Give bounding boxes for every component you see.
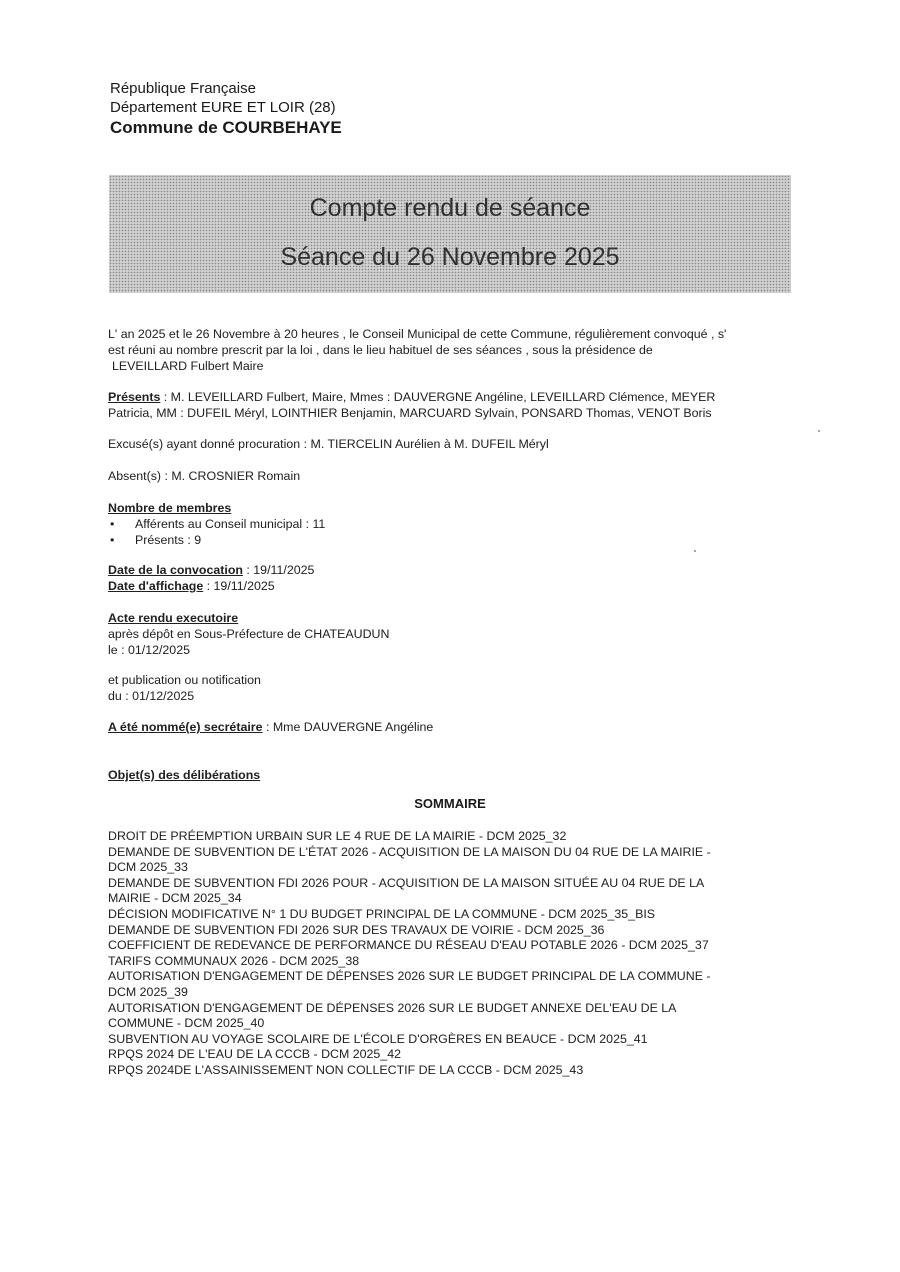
intro-line: LEVEILLARD Fulbert Maire bbox=[112, 359, 264, 373]
membres-section bbox=[108, 500, 325, 548]
acte-line: après dépôt en Sous-Préfecture de CHATEAUDUN bbox=[108, 627, 390, 641]
affichage-value: : 19/11/2025 bbox=[203, 579, 275, 593]
convocation-label: Date de la convocation bbox=[108, 563, 243, 577]
intro-paragraph bbox=[108, 326, 798, 374]
intro-line: est réuni au nombre prescrit par la loi , dans le lieu habituel de ses séances , sous la présidence de bbox=[108, 343, 653, 357]
list-item: • Afférents au Conseil municipal : 11 bbox=[110, 517, 326, 531]
sommaire-line: SUBVENTION AU VOYAGE SCOLAIRE DE L'ÉCOLE D'ORGÈRES EN BEAUCE - DCM 2025_41 bbox=[108, 1031, 648, 1046]
header-republique: République Française bbox=[110, 80, 256, 97]
banner-subtitle: Séance du 26 Novembre 2025 bbox=[280, 243, 620, 271]
sommaire-line: DEMANDE DE SUBVENTION DE L'ÉTAT 2026 - ACQUISITION DE LA MAISON DU 04 RUE DE LA MAIRIE - bbox=[108, 844, 711, 859]
dates-section bbox=[108, 562, 314, 594]
presents-line: Patricia, MM : DUFEIL Méryl, LOINTHIER Benjamin, MARCUARD Sylvain, PONSARD Thomas, VENOT Boris bbox=[108, 406, 712, 420]
acte-section bbox=[108, 610, 389, 658]
scan-speck bbox=[694, 550, 696, 552]
sommaire-line: TARIFS COMMUNAUX 2026 - DCM 2025_38 bbox=[108, 953, 360, 968]
objet-label: Objet(s) des délibérations bbox=[108, 768, 261, 782]
sommaire-line: AUTORISATION D'ENGAGEMENT DE DÉPENSES 2026 SUR LE BUDGET PRINCIPAL DE LA COMMUNE - bbox=[108, 969, 711, 984]
absent-line: Absent(s) : M. CROSNIER Romain bbox=[108, 469, 301, 483]
membres-list bbox=[108, 516, 325, 548]
sommaire-line: RPQS 2024 DE L'EAU DE LA CCCB - DCM 2025_42 bbox=[108, 1047, 401, 1062]
secretaire-label: A été nommé(e) secrétaire bbox=[108, 720, 263, 734]
membres-label: Nombre de membres bbox=[108, 501, 232, 515]
publication-line: et publication ou notification bbox=[108, 673, 261, 687]
publication-section bbox=[108, 672, 261, 704]
presents-line: : M. LEVEILLARD Fulbert, Maire, Mmes : DAUVERGNE Angéline, LEVEILLARD Clémence, MEYER bbox=[160, 390, 716, 404]
intro-line: L' an 2025 et le 26 Novembre à 20 heures , le Conseil Municipal de cette Commune, régulièrement convoqué , s' bbox=[108, 327, 727, 341]
sommaire-list bbox=[108, 829, 788, 1079]
publication-line: du : 01/12/2025 bbox=[108, 689, 195, 703]
excuse-line: Excusé(s) ayant donné procuration : M. TIERCELIN Aurélien à M. DUFEIL Méryl bbox=[108, 437, 549, 451]
bullet-icon: • bbox=[110, 533, 115, 547]
scan-speck bbox=[818, 430, 820, 432]
affichage-label: Date d'affichage bbox=[108, 579, 204, 593]
banner-title: Compte rendu de séance bbox=[309, 194, 591, 222]
sommaire-line: DEMANDE DE SUBVENTION FDI 2026 POUR - ACQUISITION DE LA MAISON SITUÉE AU 04 RUE DE LA bbox=[108, 875, 705, 890]
sommaire-line: MAIRIE - DCM 2025_34 bbox=[108, 891, 242, 906]
convocation-value: : 19/11/2025 bbox=[242, 563, 315, 577]
secretaire-value: : Mme DAUVERGNE Angéline bbox=[262, 720, 434, 734]
sommaire-line: DCM 2025_33 bbox=[108, 860, 188, 875]
secretaire-line bbox=[108, 719, 433, 735]
sommaire-title: SOMMAIRE bbox=[414, 796, 486, 811]
sommaire-line: DÉCISION MODIFICATIVE N° 1 DU BUDGET PRINCIPAL DE LA COMMUNE - DCM 2025_35_BIS bbox=[108, 906, 656, 921]
acte-line: le : 01/12/2025 bbox=[108, 643, 190, 657]
sommaire-line: RPQS 2024DE L'ASSAINISSEMENT NON COLLECTIF DE LA CCCB - DCM 2025_43 bbox=[108, 1062, 584, 1077]
sommaire-line: DCM 2025_39 bbox=[108, 984, 188, 999]
sommaire-line: COMMUNE - DCM 2025_40 bbox=[108, 1016, 265, 1031]
sommaire-line: AUTORISATION D'ENGAGEMENT DE DÉPENSES 2026 SUR LE BUDGET ANNEXE DEL'EAU DE LA bbox=[108, 1000, 677, 1015]
presents-paragraph bbox=[108, 389, 798, 421]
sommaire-line: DROIT DE PRÉEMPTION URBAIN SUR LE 4 RUE DE LA MAIRIE - DCM 2025_32 bbox=[108, 829, 567, 843]
title-banner bbox=[109, 175, 791, 293]
list-item: • Présents : 9 bbox=[110, 533, 202, 547]
sommaire-line: DEMANDE DE SUBVENTION FDI 2026 SUR DES TRAVAUX DE VOIRIE - DCM 2025_36 bbox=[108, 922, 605, 937]
sommaire-line: COEFFICIENT DE REDEVANCE DE PERFORMANCE DU RÉSEAU D'EAU POTABLE 2026 - DCM 2025_37 bbox=[108, 938, 709, 953]
acte-label: Acte rendu executoire bbox=[108, 611, 239, 625]
bullet-icon: • bbox=[110, 517, 115, 531]
presents-label: Présents bbox=[108, 390, 161, 404]
header-commune: Commune de COURBEHAYE bbox=[110, 118, 342, 137]
header-departement: Département EURE ET LOIR (28) bbox=[110, 99, 336, 116]
document-header bbox=[110, 79, 342, 139]
